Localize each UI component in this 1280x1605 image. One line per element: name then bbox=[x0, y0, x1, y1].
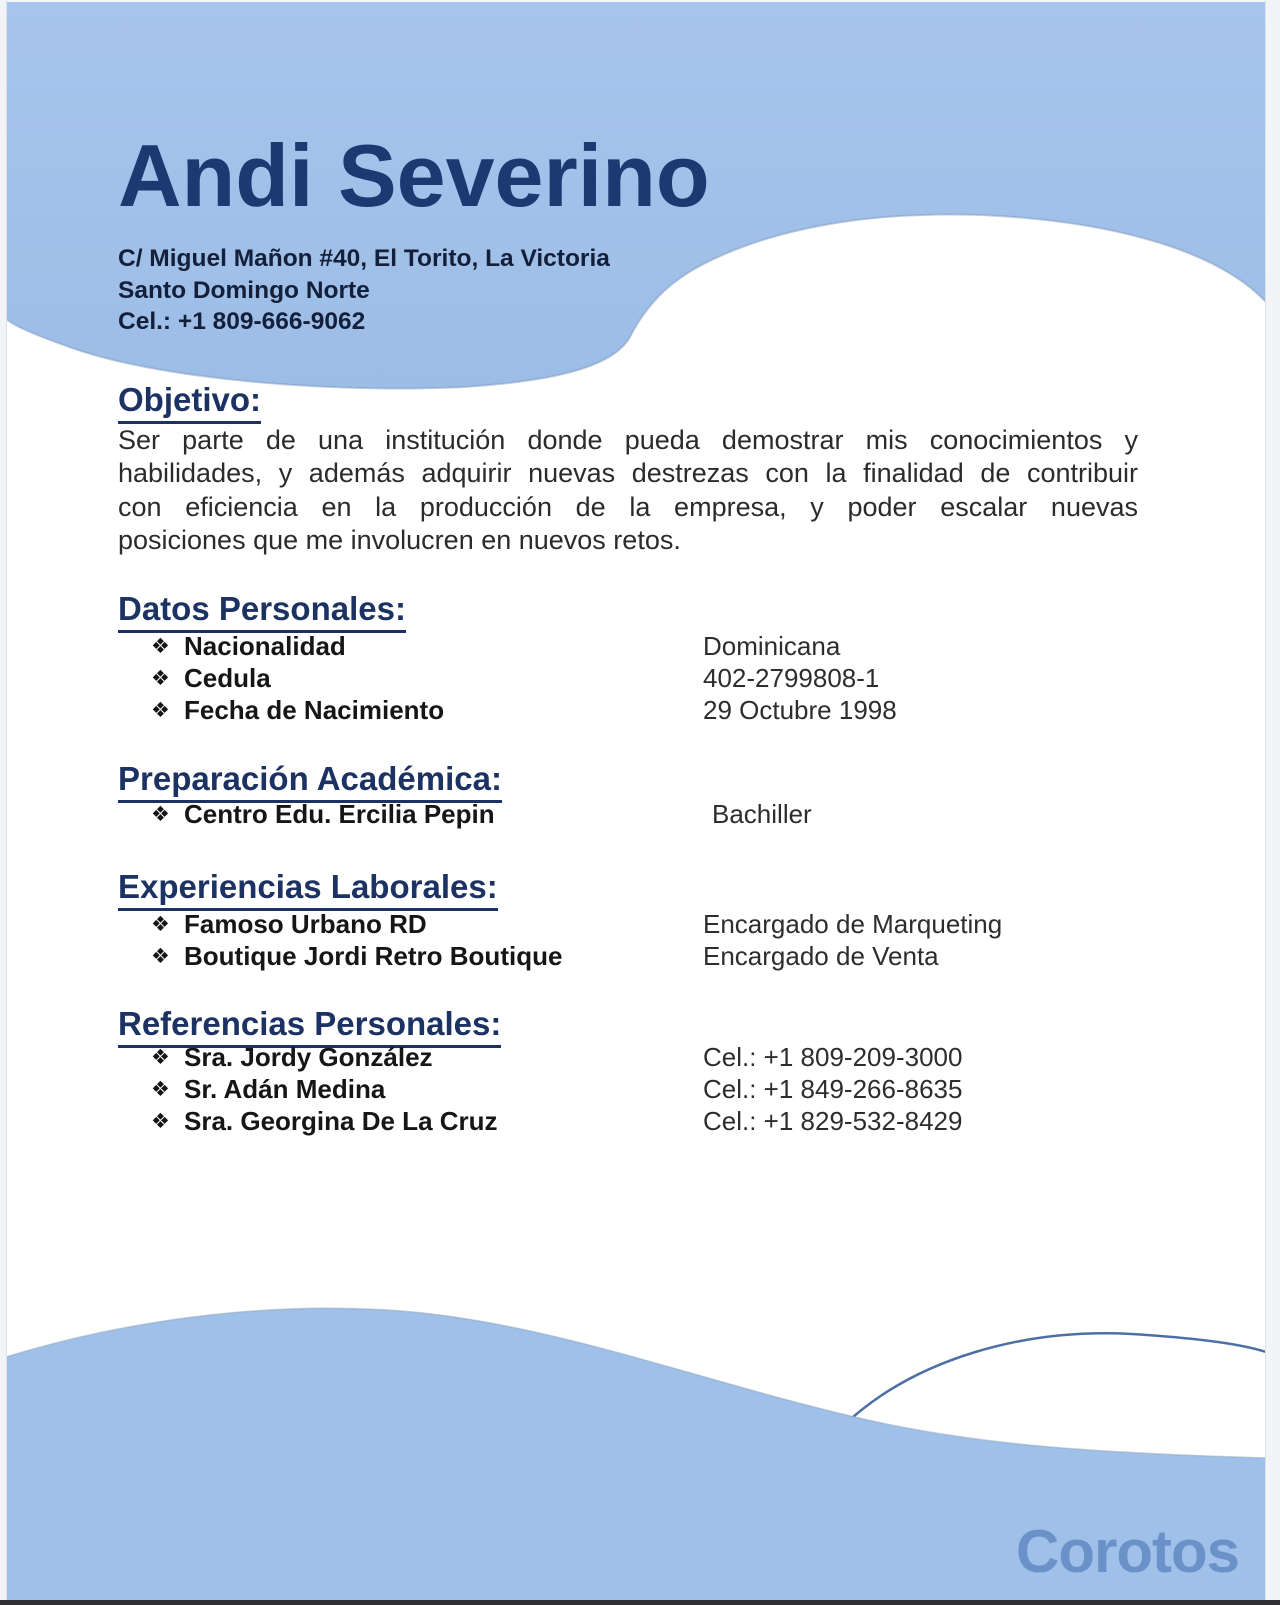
objective-line: con eficiencia en la producción de la empresa, y poder escalar nuevas bbox=[118, 491, 1138, 522]
section-heading-experiencias-laborales: Experiencias Laborales: bbox=[118, 867, 498, 911]
employer-label: Famoso Urbano RD bbox=[184, 909, 427, 939]
diamond-bullet-icon: ❖ bbox=[151, 1077, 170, 1101]
personal-data-row bbox=[118, 630, 1168, 662]
page-bottom-edge bbox=[0, 1600, 1280, 1605]
reference-name: Sr. Adán Medina bbox=[184, 1074, 386, 1104]
education-list bbox=[118, 798, 1168, 830]
reference-name: Sra. Georgina De La Cruz bbox=[184, 1106, 498, 1136]
job-title-value: Encargado de Venta bbox=[703, 941, 939, 971]
work-experience-row bbox=[118, 908, 1168, 940]
personal-data-value: 402-2799808-1 bbox=[703, 663, 880, 693]
education-row bbox=[118, 798, 1168, 830]
reference-name: Sra. Jordy González bbox=[184, 1042, 433, 1072]
diamond-bullet-icon: ❖ bbox=[151, 1045, 170, 1069]
references-list bbox=[118, 1041, 1168, 1137]
reference-phone: Cel.: +1 849-266-8635 bbox=[703, 1074, 963, 1104]
address-line-3: Cel.: +1 809-666-9062 bbox=[118, 308, 366, 335]
address-line-2: Santo Domingo Norte bbox=[118, 276, 370, 304]
personal-data-list bbox=[118, 630, 1168, 726]
reference-phone: Cel.: +1 809-209-3000 bbox=[703, 1042, 963, 1072]
reference-row bbox=[118, 1041, 1168, 1073]
reference-phone: Cel.: +1 829-532-8429 bbox=[703, 1106, 963, 1136]
diamond-bullet-icon: ❖ bbox=[151, 698, 170, 722]
reference-row bbox=[118, 1105, 1168, 1137]
address-line-1: C/ Miguel Mañon #40, El Torito, La Victoria bbox=[118, 245, 610, 272]
personal-data-row bbox=[118, 662, 1168, 694]
section-heading-objetivo: Objetivo: bbox=[118, 380, 261, 424]
diamond-bullet-icon: ❖ bbox=[151, 944, 170, 968]
diamond-bullet-icon: ❖ bbox=[151, 666, 170, 690]
diamond-bullet-icon: ❖ bbox=[151, 912, 170, 936]
personal-data-value: 29 Octubre 1998 bbox=[703, 695, 897, 725]
work-experience-row bbox=[118, 940, 1168, 972]
job-title-value: Encargado de Marqueting bbox=[703, 909, 1003, 939]
resume-address bbox=[118, 243, 610, 338]
page-left-margin bbox=[0, 0, 7, 1605]
personal-data-label: Fecha de Nacimiento bbox=[184, 695, 445, 725]
employer-label: Boutique Jordi Retro Boutique bbox=[184, 941, 563, 971]
personal-data-value: Dominicana bbox=[703, 631, 841, 661]
section-heading-datos-personales: Datos Personales: bbox=[118, 589, 406, 633]
objective-paragraph bbox=[118, 424, 1138, 558]
section-heading-preparacion-academica: Preparación Académica: bbox=[118, 759, 502, 803]
education-label: Centro Edu. Ercilia Pepin bbox=[184, 799, 495, 829]
corotos-watermark: Corotos bbox=[1016, 1518, 1239, 1585]
page-top-edge bbox=[0, 0, 1280, 2]
diamond-bullet-icon: ❖ bbox=[151, 802, 170, 826]
education-value: Bachiller bbox=[712, 799, 812, 829]
resume-name: Andi Severino bbox=[118, 126, 710, 225]
personal-data-row bbox=[118, 694, 1168, 726]
diamond-bullet-icon: ❖ bbox=[151, 1109, 170, 1133]
work-experience-list bbox=[118, 908, 1168, 972]
section-heading-referencias-personales: Referencias Personales: bbox=[118, 1004, 501, 1048]
objective-line: habilidades, y además adquirir nuevas destrezas con la finalidad de contribuir bbox=[118, 458, 1138, 489]
personal-data-label: Nacionalidad bbox=[184, 631, 346, 661]
objective-line: Ser parte de una institución donde pueda demostrar mis conocimientos y bbox=[118, 425, 1138, 455]
reference-row bbox=[118, 1073, 1168, 1105]
page-right-margin bbox=[1265, 0, 1280, 1605]
objective-line: posiciones que me involucren en nuevos retos. bbox=[118, 525, 681, 556]
personal-data-label: Cedula bbox=[184, 663, 271, 693]
diamond-bullet-icon: ❖ bbox=[151, 634, 170, 658]
